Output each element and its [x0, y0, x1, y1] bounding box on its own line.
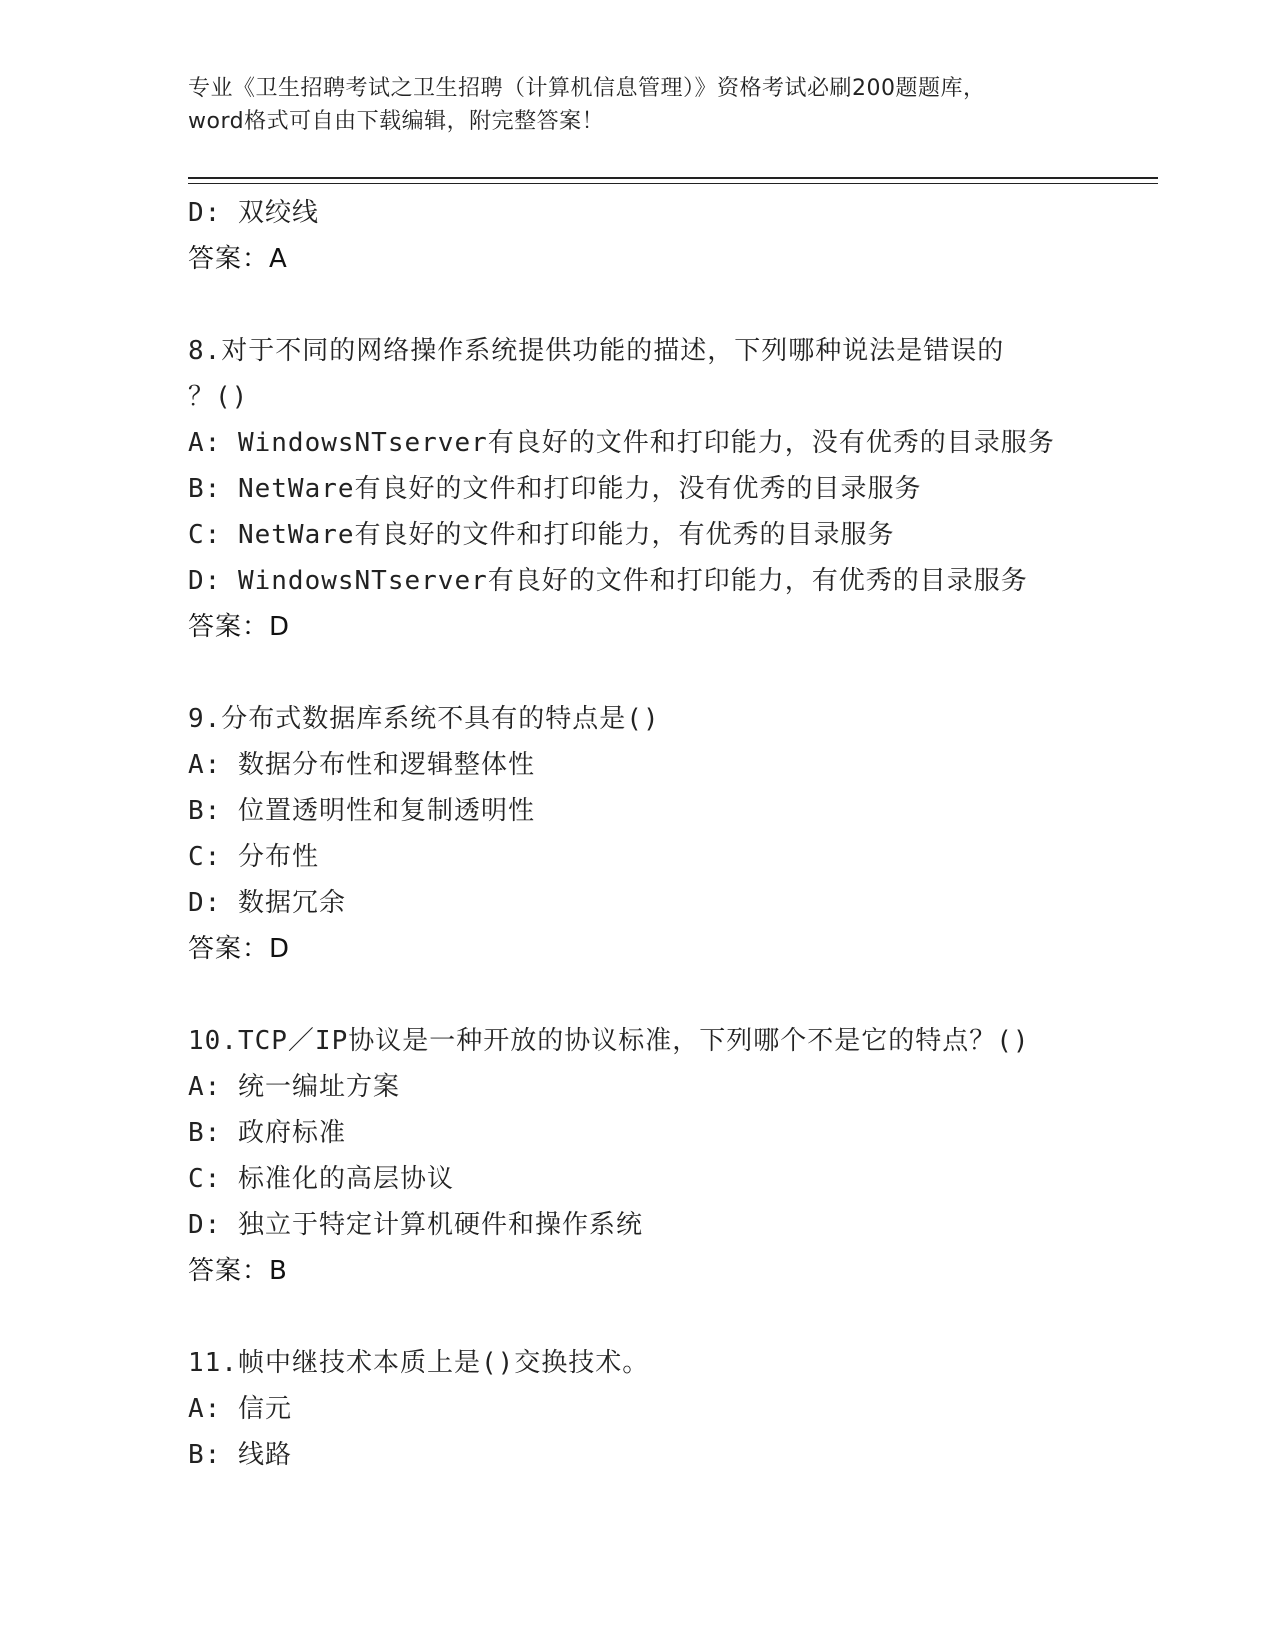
question-answer: 答案：B: [188, 1256, 288, 1286]
option-c: C: 分布性: [188, 842, 319, 872]
prev-question-option-d: D: 双绞线: [188, 198, 319, 228]
question-10: [188, 1018, 1158, 1294]
option-d: D: 独立于特定计算机硬件和操作系统: [188, 1210, 643, 1240]
question-9: [188, 696, 1158, 972]
spacer: [188, 650, 1158, 696]
spacer: [188, 1294, 1158, 1340]
document-content: [188, 190, 1158, 1478]
option-b: B: 政府标准: [188, 1118, 346, 1148]
question-stem: 10.TCP／IP协议是一种开放的协议标准，下列哪个不是它的特点？(): [188, 1026, 1030, 1056]
option-d: D: 数据冗余: [188, 888, 346, 918]
question-stem: ？(): [188, 382, 249, 412]
question-stem: 8.对于不同的网络操作系统提供功能的描述，下列哪种说法是错误的: [188, 336, 1005, 366]
option-b: B: NetWare有良好的文件和打印能力，没有优秀的目录服务: [188, 474, 922, 504]
option-a: A: 统一编址方案: [188, 1072, 400, 1102]
option-c: C: NetWare有良好的文件和打印能力，有优秀的目录服务: [188, 520, 895, 550]
option-b: B: 线路: [188, 1440, 292, 1470]
header-line-1: 专业《卫生招聘考试之卫生招聘（计算机信息管理）》资格考试必刷200题题库，: [188, 76, 986, 101]
question-stem: 11.帧中继技术本质上是()交换技术。: [188, 1348, 650, 1378]
option-d: D: WindowsNTserver有良好的文件和打印能力，有优秀的目录服务: [188, 566, 1028, 596]
question-8: [188, 328, 1158, 650]
option-b: B: 位置透明性和复制透明性: [188, 796, 535, 826]
spacer: [188, 282, 1158, 328]
header-rule-thin: [188, 183, 1158, 184]
option-c: C: 标准化的高层协议: [188, 1164, 454, 1194]
header-line-2: word格式可自由下载编辑，附完整答案！: [188, 109, 605, 134]
prev-question-answer: 答案：A: [188, 244, 288, 274]
option-a: A: WindowsNTserver有良好的文件和打印能力，没有优秀的目录服务: [188, 428, 1055, 458]
question-answer: 答案：D: [188, 934, 291, 964]
header-rule-thick: [188, 177, 1158, 179]
option-a: A: 信元: [188, 1394, 292, 1424]
spacer: [188, 972, 1158, 1018]
question-answer: 答案：D: [188, 612, 291, 642]
question-stem: 9.分布式数据库系统不具有的特点是(): [188, 704, 660, 734]
question-11: [188, 1340, 1158, 1478]
document-header: [188, 72, 1088, 138]
option-a: A: 数据分布性和逻辑整体性: [188, 750, 535, 780]
